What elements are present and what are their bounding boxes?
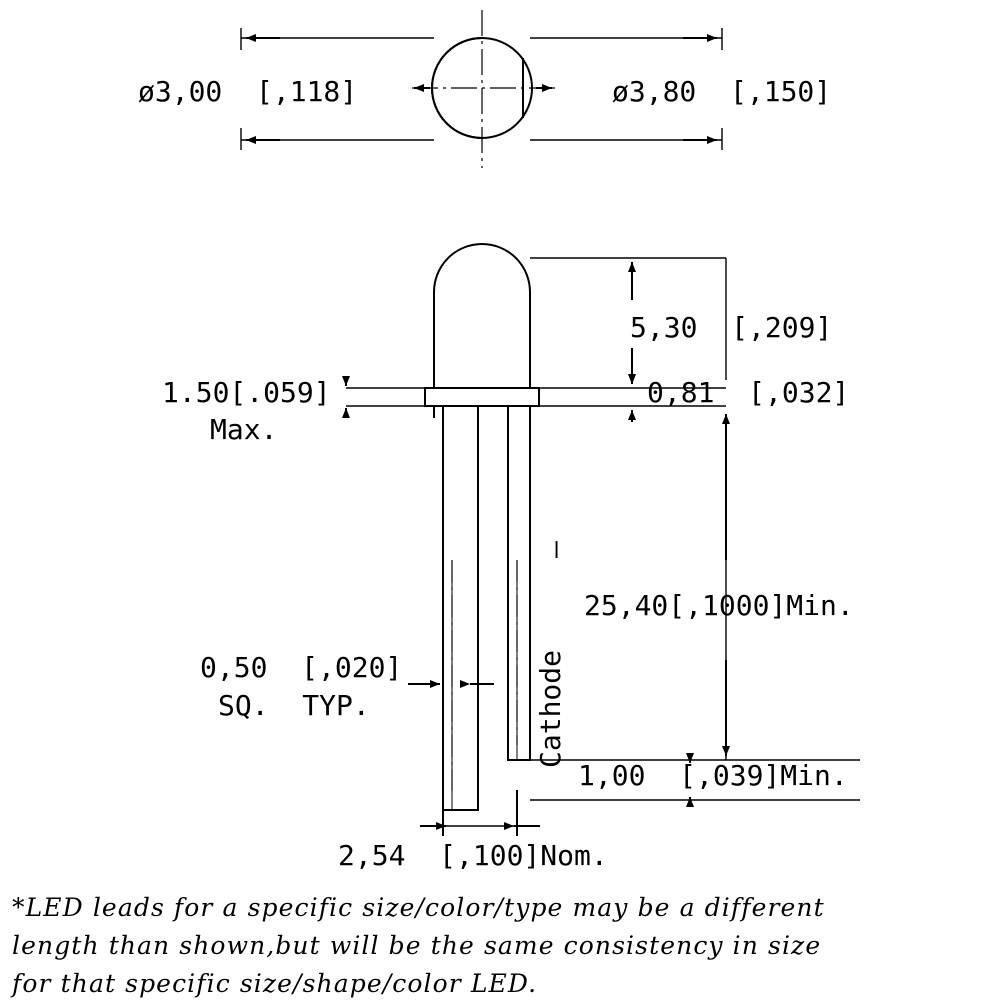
flange-thickness-label: 0,81 [,032] xyxy=(647,376,850,409)
anode-lead xyxy=(443,406,478,810)
lead-spacing-label: 2,54 [,100]Nom. xyxy=(338,839,608,872)
side-view-geometry xyxy=(425,244,539,810)
led-flange xyxy=(425,388,539,406)
flange-max-label: 1.50[.059] xyxy=(162,376,331,409)
body-height-label: 5,30 [,209] xyxy=(630,311,833,344)
led-body-outline xyxy=(434,244,530,388)
cathode-lead xyxy=(508,406,530,760)
footnote-line-2: length than shown,but will be the same consistency in size xyxy=(12,931,822,960)
lead-square-label: 0,50 [,020] xyxy=(200,651,403,684)
flange-max-label-2: Max. xyxy=(210,413,278,446)
top-view-left-dimension-label: ø3,00 [,118] xyxy=(138,75,358,108)
lead-tip-label: 1,00 [,039]Min. xyxy=(578,759,848,792)
footnote-line-3: for that specific size/shape/color LED. xyxy=(12,969,538,998)
top-view-right-dimension-label: ø3,80 [,150] xyxy=(612,75,832,108)
cathode-mark: – xyxy=(538,541,571,558)
lead-length-label: 25,40[,1000]Min. xyxy=(584,589,854,622)
top-view-centerlines xyxy=(412,10,556,168)
cathode-label: Cathode xyxy=(534,649,567,768)
lead-square-label-2: SQ. TYP. xyxy=(218,689,370,722)
footnote-line-1: *LED leads for a specific size/color/type may be a different xyxy=(12,893,825,922)
